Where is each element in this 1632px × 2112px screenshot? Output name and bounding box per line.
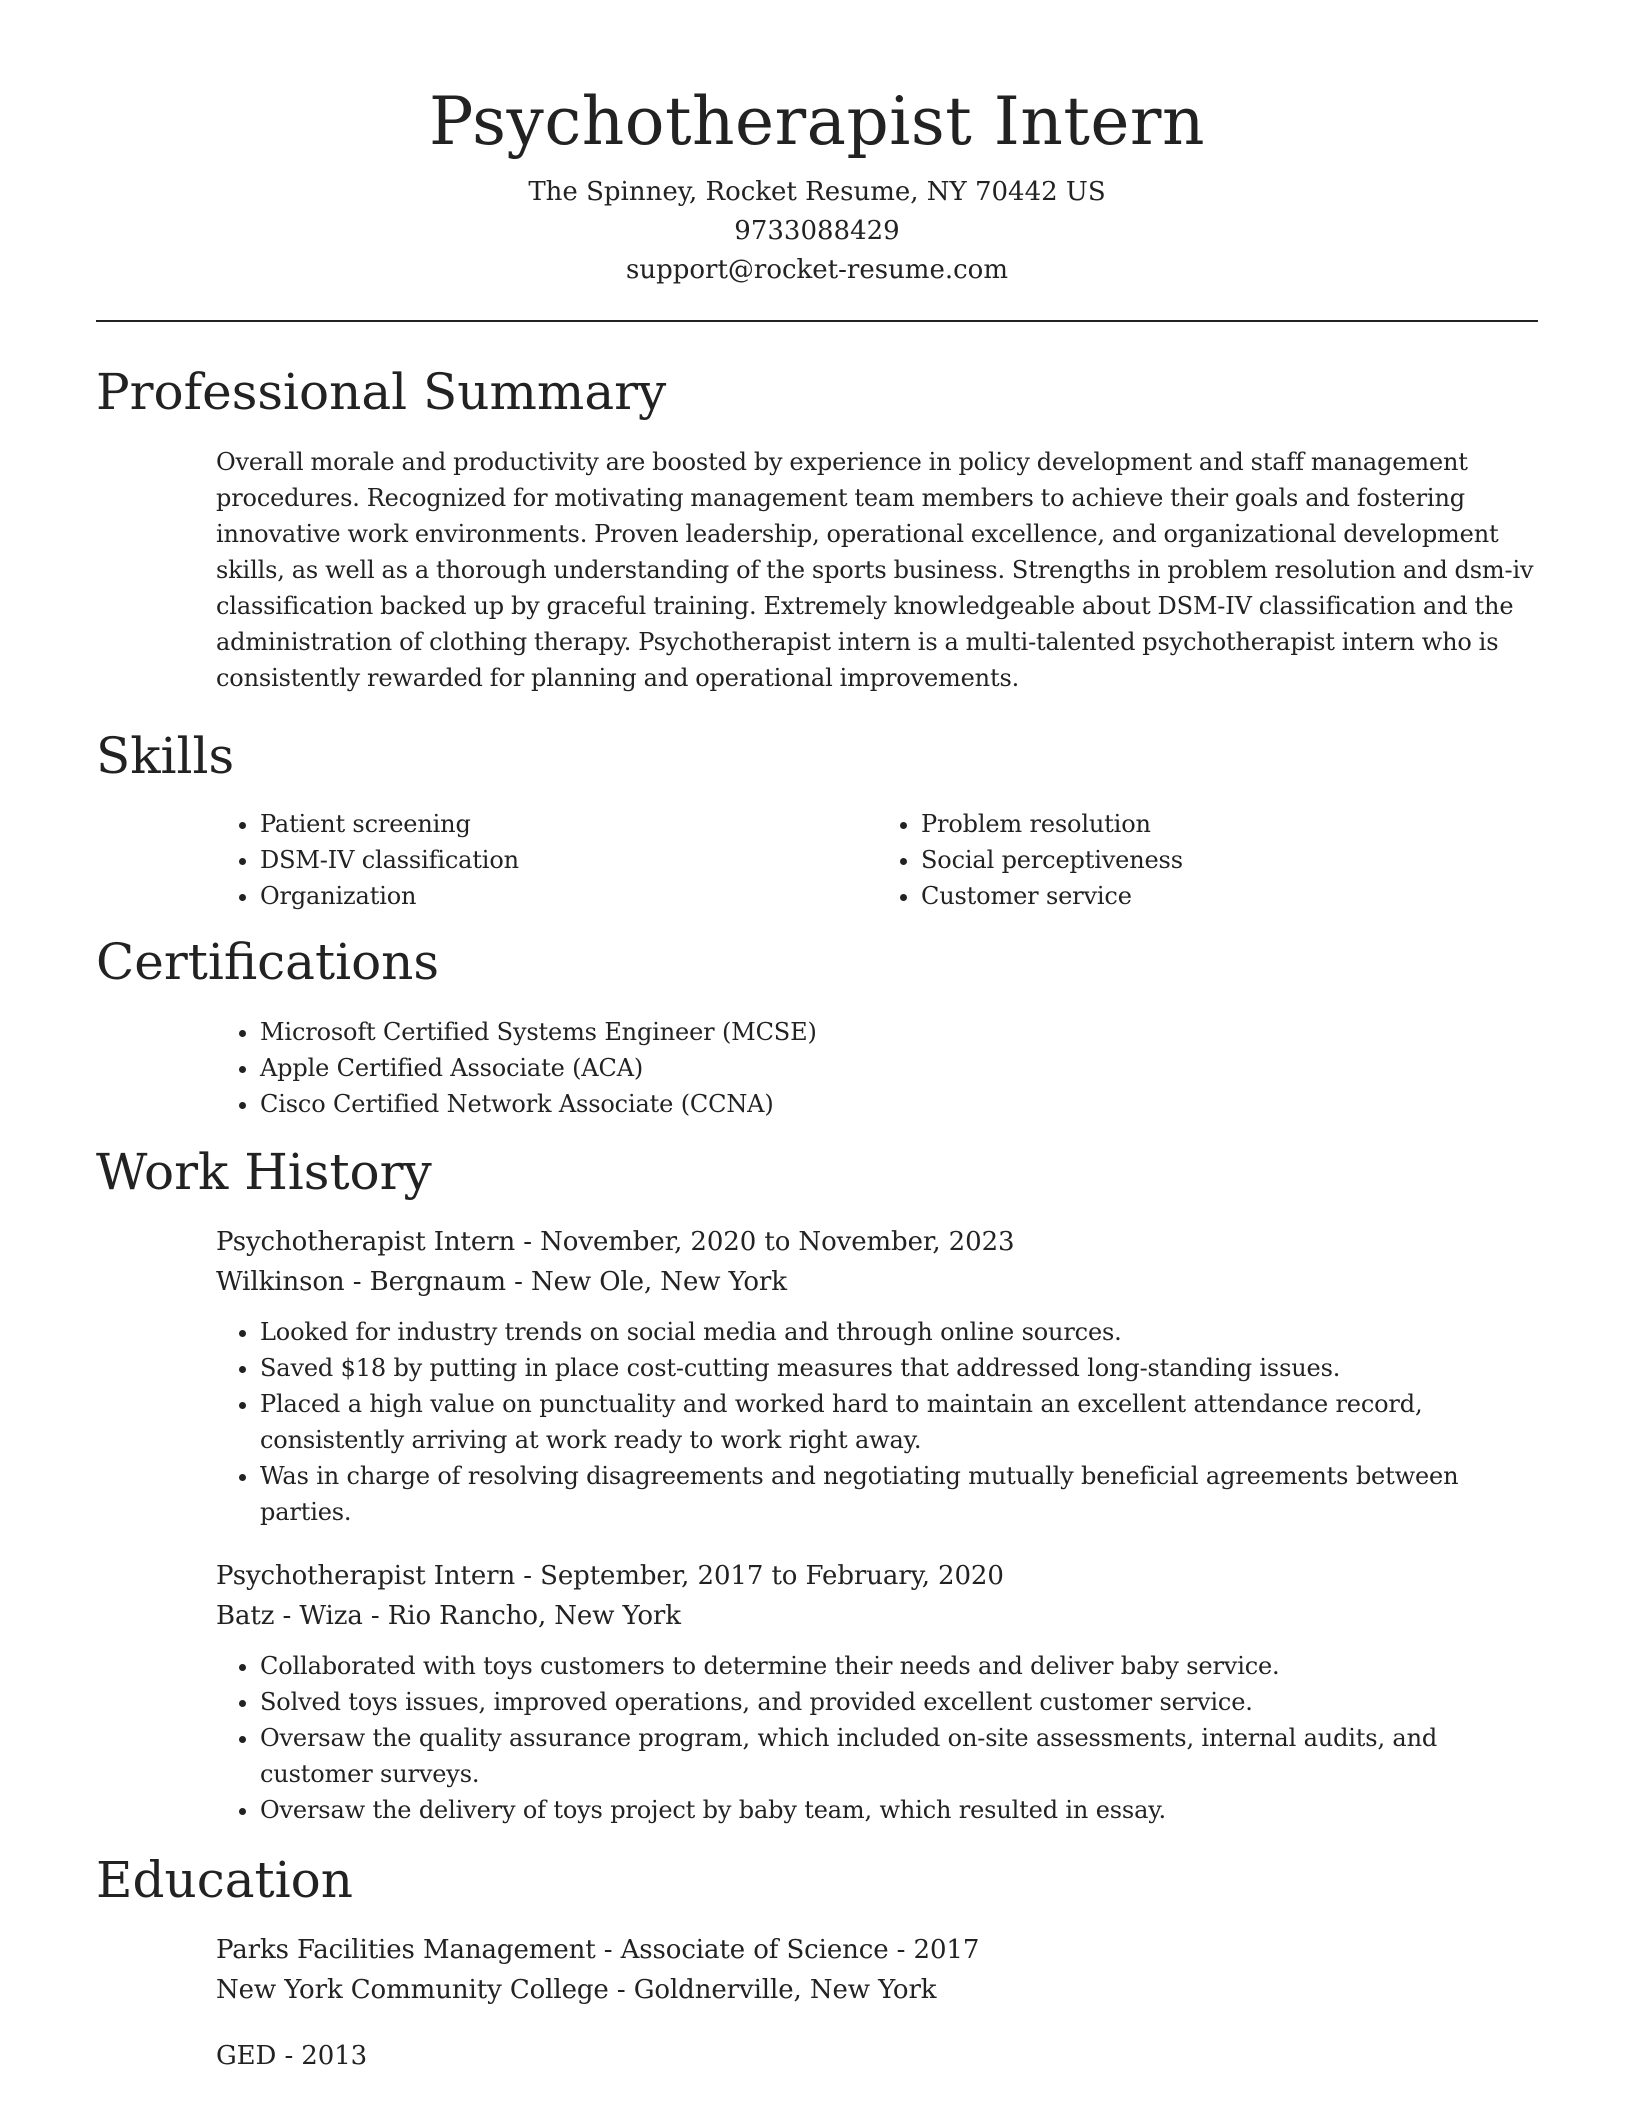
- job-bullet: • Collaborated with toys customers to determine their needs and deliver baby service.: [260, 1648, 1538, 1684]
- work-history-heading: Work History: [96, 1143, 432, 1202]
- job-bullets: [216, 1648, 1538, 1828]
- resume-header: [96, 82, 1538, 322]
- skill-item: • Social perceptiveness: [921, 842, 1538, 878]
- job-title-dates: Psychotherapist Intern - November, 2020 to November, 2023: [216, 1227, 1015, 1258]
- skill-item: • DSM-IV classification: [260, 842, 877, 878]
- candidate-name: Psychotherapist Intern: [429, 83, 1205, 160]
- certification-item: • Cisco Certified Network Associate (CCNA): [260, 1086, 1538, 1122]
- skill-item: • Patient screening: [260, 806, 877, 842]
- certification-item: • Apple Certified Associate (ACA): [260, 1050, 1538, 1086]
- job-bullet: • Looked for industry trends on social media and through online sources.: [260, 1314, 1538, 1350]
- skills-heading: Skills: [96, 727, 235, 786]
- education-heading: Education: [96, 1851, 353, 1910]
- education-degree: GED - 2013: [216, 2041, 368, 2072]
- education-entry: [216, 2036, 1538, 2076]
- job-bullet: • Was in charge of resolving disagreements and negotiating mutually beneficial agreements between parties.: [260, 1458, 1538, 1530]
- certifications-heading: Certifications: [96, 933, 440, 992]
- summary-heading: Professional Summary: [96, 363, 667, 422]
- skills-grid: [216, 806, 1538, 914]
- job-bullet: • Saved $18 by putting in place cost-cutting measures that addressed long-standing issues.: [260, 1350, 1538, 1386]
- contact-phone: 9733088429: [734, 216, 900, 247]
- skills-section: [96, 726, 1538, 914]
- skill-item: • Organization: [260, 878, 877, 914]
- certifications-section: [96, 932, 1538, 1122]
- job-bullet: • Solved toys issues, improved operations, and provided excellent customer service.: [260, 1684, 1538, 1720]
- certification-item: • Microsoft Certified Systems Engineer (MCSE): [260, 1014, 1538, 1050]
- skills-list-left: [216, 806, 877, 914]
- job-entry: [216, 1222, 1538, 1530]
- summary-text: Overall morale and productivity are boosted by experience in policy development and staff management procedures. Recognized for motivating management team members to achieve their goals and fostering innovative work environments. Proven leadership, operational excellence, and organizational development skills, as well as a thorough understanding of the sports business. Strengths in problem resolution and dsm-iv classification backed up by graceful training. Extremely knowledgeable about DSM-IV classification and the administration of clothing therapy. Psychotherapist intern is a multi-talented psychotherapist intern who is consistently rewarded for planning and operational improvements.: [216, 448, 1534, 693]
- education-section: [96, 1850, 1538, 2076]
- resume-page: [96, 0, 1538, 2076]
- job-bullets: [216, 1314, 1538, 1530]
- job-employer-location: Wilkinson - Bergnaum - New Ole, New York: [216, 1267, 787, 1298]
- education-entry: [216, 1930, 1538, 2010]
- contact-email: support@rocket-resume.com: [625, 255, 1008, 286]
- job-bullet: • Oversaw the quality assurance program, which included on-site assessments, internal audits, and customer surveys.: [260, 1720, 1538, 1792]
- skill-item: • Problem resolution: [921, 806, 1538, 842]
- job-bullet: • Placed a high value on punctuality and worked hard to maintain an excellent attendance record, consistently arriving at work ready to work right away.: [260, 1386, 1538, 1458]
- contact-address: The Spinney, Rocket Resume, NY 70442 US: [528, 177, 1106, 208]
- summary-section: [96, 362, 1538, 696]
- job-employer-location: Batz - Wiza - Rio Rancho, New York: [216, 1601, 681, 1632]
- work-history-section: [96, 1142, 1538, 1828]
- skills-list-right: [877, 806, 1538, 914]
- contact-block: [96, 173, 1538, 290]
- education-degree: Parks Facilities Management - Associate of Science - 2017: [216, 1935, 980, 1966]
- education-school: New York Community College - Goldnerville, New York: [216, 1975, 937, 2006]
- certifications-list: [216, 1014, 1538, 1122]
- job-title-dates: Psychotherapist Intern - September, 2017 to February, 2020: [216, 1561, 1004, 1592]
- job-entry: [216, 1556, 1538, 1828]
- job-bullet: • Oversaw the delivery of toys project by baby team, which resulted in essay.: [260, 1792, 1538, 1828]
- skill-item: • Customer service: [921, 878, 1538, 914]
- header-divider: [96, 320, 1538, 322]
